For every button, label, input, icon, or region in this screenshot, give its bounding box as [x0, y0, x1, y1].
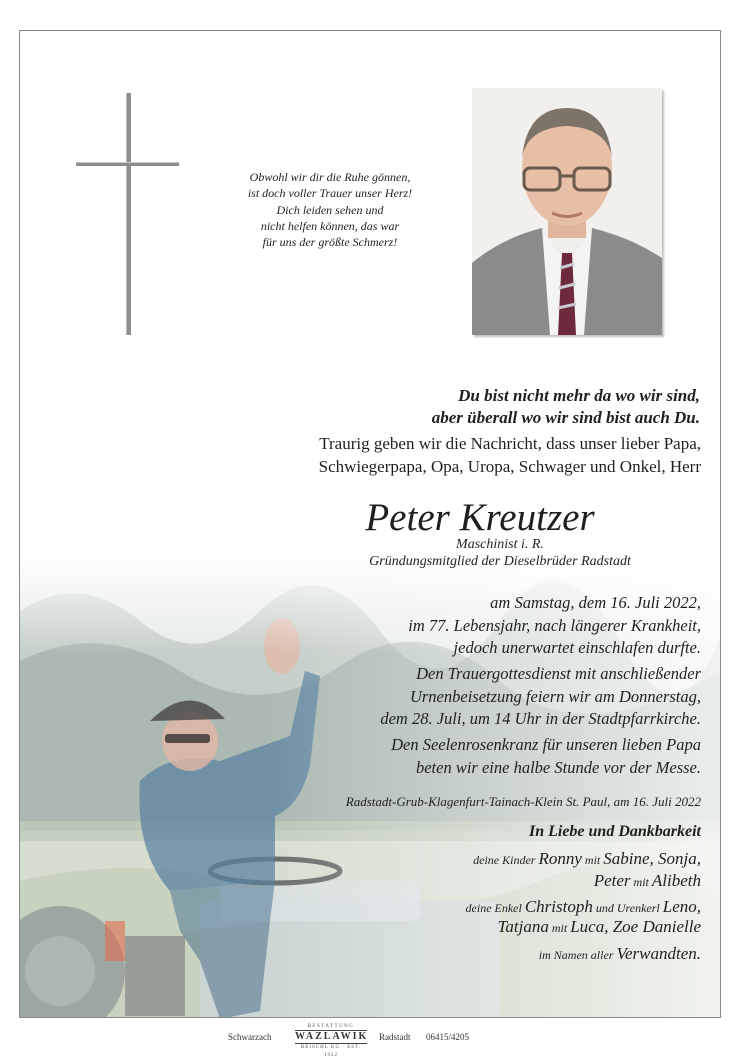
poem-line: Obwohl wir dir die Ruhe gönnen, [249, 170, 411, 184]
lead-line: Du bist nicht mehr da wo wir sind, [458, 386, 700, 405]
rosary-line: Den Seelenrosenkranz für unseren lieben Papa [391, 735, 701, 754]
service-line: Urnenbeisetzung feiern wir am Donnerstag, [409, 686, 701, 706]
lead-line: aber überall wo wir sind bist auch Du. [431, 408, 700, 427]
funeral-home-footer [0, 1023, 750, 1058]
rosary-line: beten wir eine halbe Stunde vor der Messe. [415, 757, 701, 777]
place-and-date: Radstadt-Grub-Klagenfurt-Tainach-Klein St. Paul, am 16. Juli 2022 [345, 794, 701, 809]
footer-location-right: Radstadt [379, 1032, 411, 1042]
footer-phone: 06415/4205 [426, 1032, 470, 1042]
family-line-grandchildren-2: Tatjana mit Luca, Zoe Danielle [497, 917, 701, 936]
rosary-notice [220, 734, 701, 779]
family-line-grandchildren: deine Enkel Christoph und Urenkerl Leno, [465, 897, 701, 916]
death-line: am Samstag, dem 16. Juli 2022, [490, 593, 701, 612]
deceased-portrait [472, 88, 662, 335]
lead-quote [270, 385, 700, 429]
family-line-relatives: im Namen aller Verwandten. [538, 944, 701, 963]
funeral-service [220, 663, 701, 731]
deceased-name: Peter Kreutzer [365, 496, 595, 539]
service-line: dem 28. Juli, um 14 Uhr in der Stadtpfarrkirche. [380, 709, 701, 728]
funeral-home-logo: BESTATTUNG WAZLAWIK REISCHL KG · EST. 1922 [295, 1024, 369, 1058]
poem-line: Dich leiden sehen und [276, 202, 384, 217]
announcement-intro [220, 433, 701, 478]
cross-horizontal-beam [76, 162, 179, 166]
membership: Gründungsmitglied der Dieselbrüder Radstadt [369, 554, 631, 569]
cross-vertical-beam [126, 93, 131, 335]
service-line: Den Trauergottesdienst mit anschließender [416, 664, 701, 683]
family-line-children-2: Peter mit Alibeth [593, 871, 701, 890]
occupation: Maschinist i. R. [456, 537, 544, 552]
obituary-frame [19, 30, 721, 1018]
poem-line: ist doch voller Trauer unser Herz! [247, 186, 413, 201]
intro-line: Schwiegerpapa, Opa, Uropa, Schwager und Onkel, Herr [318, 456, 701, 476]
death-line: jedoch unerwartet einschlafen durfte. [453, 638, 701, 657]
poem-line: nicht helfen können, das war [260, 218, 400, 233]
death-notice [220, 592, 701, 660]
footer-location-left: Schwarzach [228, 1032, 272, 1042]
deceased-titles [310, 536, 690, 570]
closing-phrase: In Liebe und Dankbarkeit [528, 823, 701, 840]
death-line: im 77. Lebensjahr, nach längerer Krankheit, [408, 615, 701, 635]
family-line-children: deine Kinder Ronny mit Sabine, Sonja, [473, 849, 701, 868]
poem-line: für uns der größte Schmerz! [262, 235, 398, 250]
intro-line: Traurig geben wir die Nachricht, dass unser lieber Papa, [319, 434, 701, 453]
memorial-poem [210, 169, 450, 250]
